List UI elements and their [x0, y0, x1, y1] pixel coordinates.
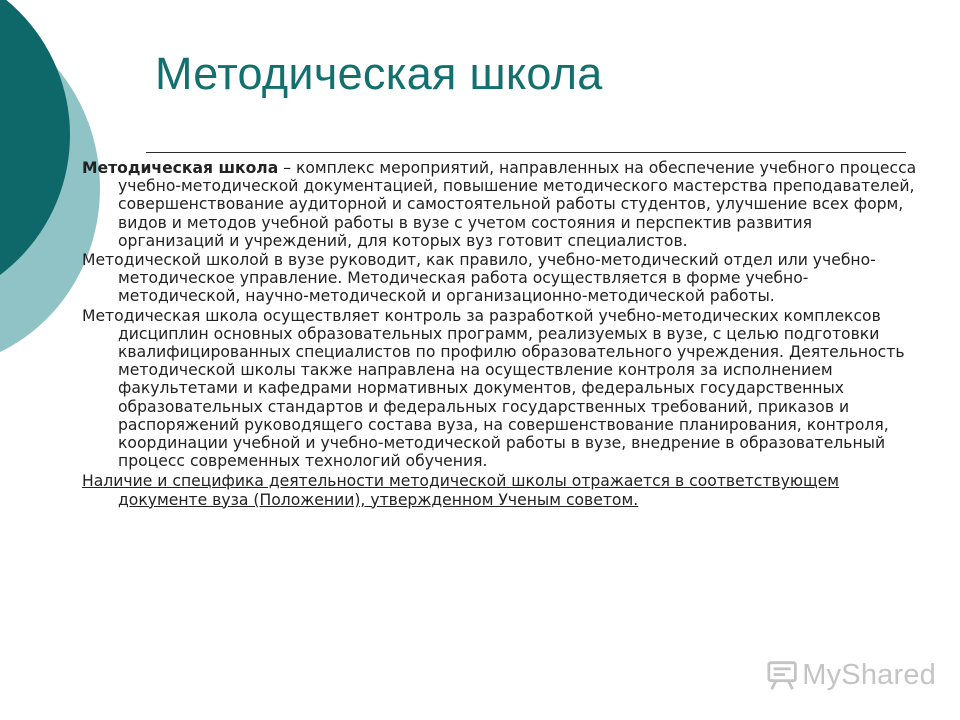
definition-text: – комплекс мероприятий, направленных на обеспечение учебного процесса учебно-методической документацией, повышение методического мастерства преподавателей, совершенствование аудиторной и самостоятельной работы студентов, улучшение всех форм, видов и методов учебной работы в вузе с учетом состояния и перспектив развития организаций и учреждений, для которых вуз готовит специалистов.: [118, 159, 917, 250]
myshared-logo: [766, 655, 936, 695]
paragraph-definition: [82, 159, 922, 250]
presentation-board-icon: [766, 658, 798, 692]
paragraph-regulation-link[interactable]: [82, 472, 922, 508]
slide-body: [82, 159, 922, 510]
regulation-link-text[interactable]: Наличие и специфика деятельности методической школы отражается в соответствующем документе вуза (Положении), утвержденном Ученым советом.: [82, 472, 840, 509]
slide-title: Методическая школа: [155, 48, 603, 99]
title-divider: [146, 152, 906, 153]
logo-text: MyShared: [802, 658, 936, 691]
paragraph-control: Методическая школа осуществляет контроль за разработкой учебно-методических комплексов дисциплин основных образовательных программ, реализуемых в вузе, с целью подготовки квалифицированных специалистов по профилю образовательного учреждения. Деятельность методической школы также направлена на осуществление контроля за исполнением факультетами и кафедрами нормативных документов, федеральных государственных образовательных стандартов и федеральных государственных требований, приказов и распоряжений руководящего состава вуза, на совершенствование планирования, контроля, координации учебной и учебно-методической работы в вузе, внедрение в образовательный процесс современных технологий обучения.: [82, 306, 905, 471]
paragraph-management: Методической школой в вузе руководит, как правило, учебно-методический отдел или учебно-методическое управление. Методическая работа осуществляется в форме учебно-методической, научно-методической и организационно-методической работы.: [82, 251, 876, 306]
term-bold: Методическая школа: [82, 159, 279, 177]
